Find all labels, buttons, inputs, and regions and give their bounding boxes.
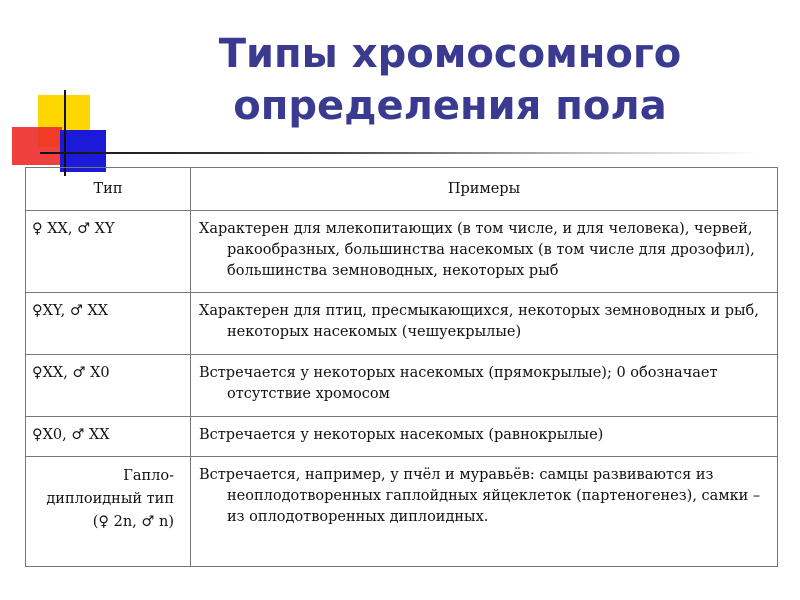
decor-vertical-line — [64, 90, 66, 176]
example-text: Характерен для млекопитающих (в том числе, и для человека), червей, ракообразных, большинства насекомых (в том числе для дрозофил), большинства земноводных, некоторых рыб — [199, 221, 755, 279]
table-row — [26, 211, 778, 293]
header-type: Тип — [26, 168, 191, 211]
type-cell: ♀ XX, ♂ XY — [26, 211, 191, 293]
table-row — [26, 417, 778, 457]
type-cell: ♀XY, ♂ XX — [26, 293, 191, 355]
example-cell — [191, 293, 778, 355]
type-cell: ♀X0, ♂ XX — [26, 417, 191, 457]
header-examples: Примеры — [191, 168, 778, 211]
slide-title: Типы хромосомного определения пола — [218, 31, 682, 129]
sex-determination-table — [25, 167, 778, 567]
example-text: Встречается, например, у пчёл и муравьёв: самцы развиваются из неоплодотворенных гаплойдных яйцеклеток (партеногенез), самки – из оплодотворенных диплоидных. — [199, 467, 761, 525]
example-text: Встречается у некоторых насекомых (равнокрылые) — [199, 427, 604, 443]
table-row — [26, 293, 778, 355]
example-text: Встречается у некоторых насекомых (прямокрылые); 0 обозначает отсутствие хромосом — [199, 365, 718, 402]
decor-blue-square — [60, 130, 106, 172]
table-row — [26, 355, 778, 417]
table-header-row — [26, 168, 778, 211]
table-row — [26, 457, 778, 567]
example-text: Характерен для птиц, пресмыкающихся, некоторых земноводных и рыб, некоторых насекомых (чешуекрылые) — [199, 303, 759, 340]
type-cell: Гапло-диплоидный тип (♀ 2n, ♂ n) — [26, 457, 191, 567]
decor-horizontal-line — [40, 152, 760, 154]
decor-red-square — [12, 127, 62, 165]
example-cell — [191, 457, 778, 567]
type-cell: ♀XX, ♂ X0 — [26, 355, 191, 417]
example-cell — [191, 417, 778, 457]
example-cell — [191, 211, 778, 293]
example-cell — [191, 355, 778, 417]
